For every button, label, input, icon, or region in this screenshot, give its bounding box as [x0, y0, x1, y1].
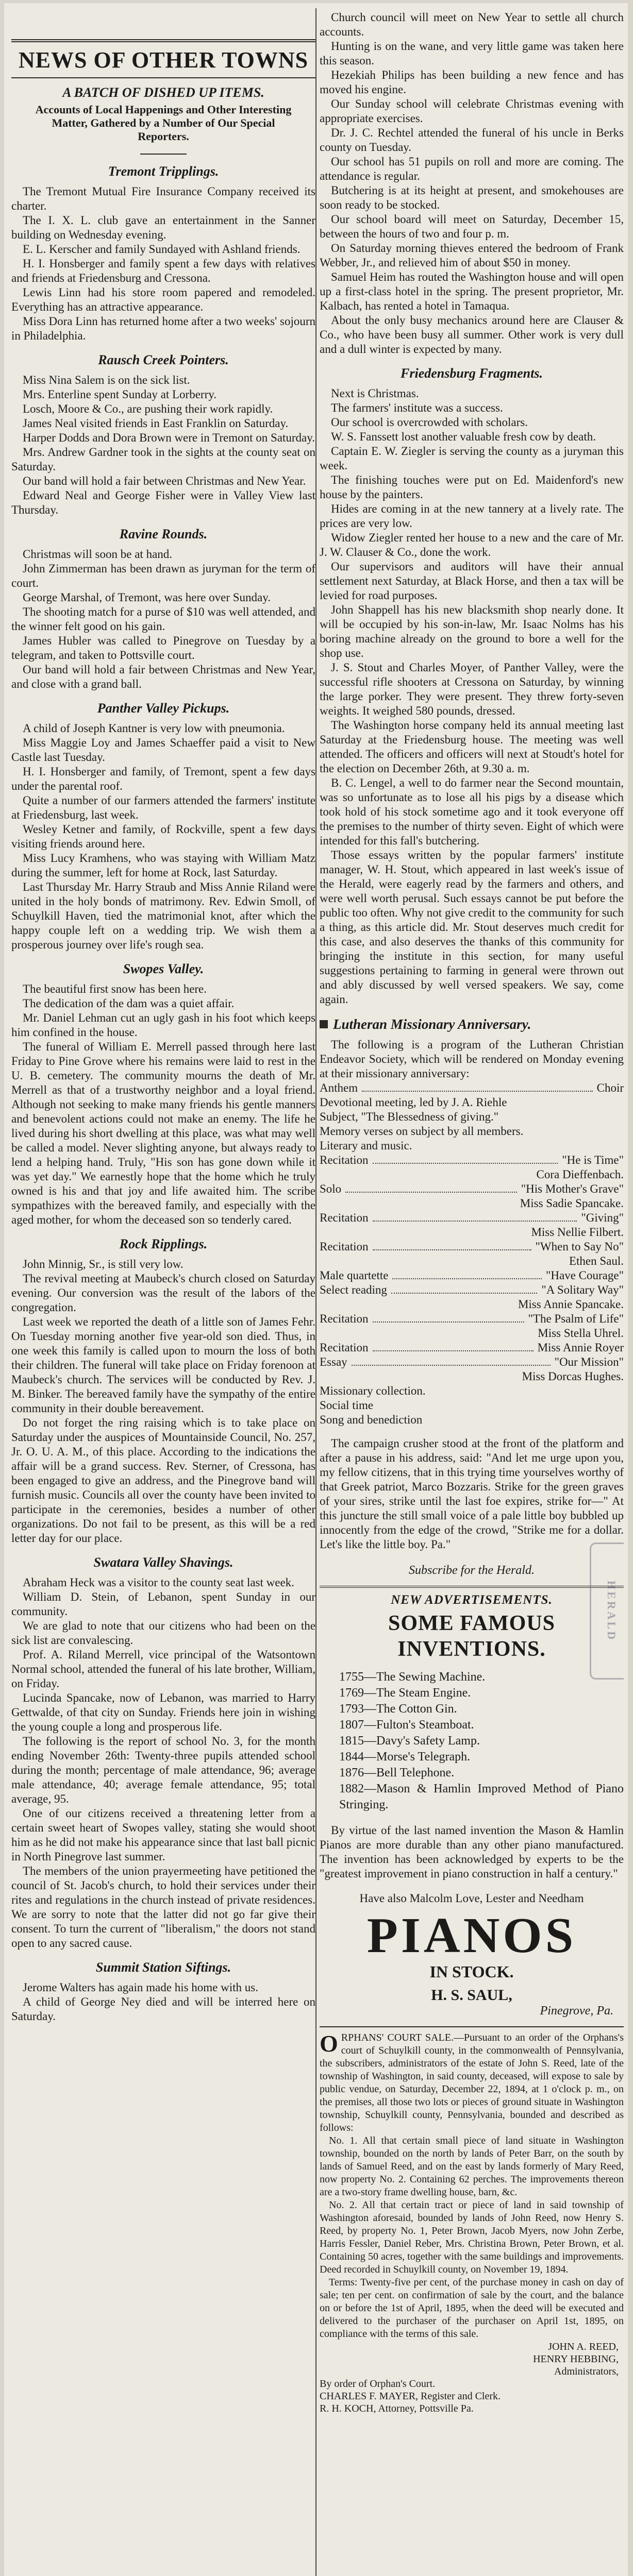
news-item: The I. X. L. club gave an entertainment in the Sanner building on Wednesday evening.	[11, 214, 315, 241]
program-item-performer: Miss Nellie Filbert.	[531, 1226, 624, 1239]
program-item-performer: Miss Stella Uhrel.	[538, 1327, 624, 1340]
news-item: J. S. Stout and Charles Moyer, of Panther Valley, were the successful rifle shooters at Cressona on Saturday, by winning the large porker. They were present. They threw forty-seven weights. It weighed 580 pounds, dressed.	[320, 661, 624, 717]
news-item: The members of the union prayermeeting have petitioned the council of St. Jacob's church, to hold their services under their rites and regulations in the church instead of private residences. We are sorry to note that the latter did not go far give their consent. To turn the current of "liberalism," the doors not stand open to any sacred cause.	[11, 1865, 315, 1950]
invention-item: 1793—The Cotton Gin.	[339, 1702, 457, 1716]
news-item: Our school is overcrowded with scholars.	[331, 416, 528, 429]
program-item-label: Social time	[320, 1399, 374, 1412]
news-item: Dr. J. C. Rechtel attended the funeral of his uncle in Berks county on Tuesday.	[320, 126, 624, 154]
program-item-label: Devotional meeting, led by J. A. Riehle	[320, 1096, 507, 1109]
news-item: John Shappell has his new blacksmith shop nearly done. It will be occupied by his son-in-law, Mr. Isaac Nolms has his boring machine already on the ground to bore a well for the shop use.	[320, 603, 624, 659]
program-row	[320, 1153, 624, 1167]
news-item: Wesley Ketner and family, of Rockville, spent a few days visiting friends around here.	[11, 823, 315, 850]
invention-item: 1807—Fulton's Steamboat.	[339, 1718, 474, 1732]
program-item-performer: "His Mother's Grave"	[521, 1182, 624, 1195]
ad-in-stock: IN STOCK.	[429, 1962, 514, 1981]
program-item-performer: "A Solitary Way"	[541, 1283, 624, 1296]
signers-title: Administrators,	[554, 2366, 619, 2377]
news-item: Mr. Daniel Lehman cut an ugly gash in his foot which keeps him confined in the house.	[11, 1011, 315, 1039]
program-intro: The following is a program of the Lutheran Christian Endeavor Society, which will be rendered on Monday evening at their missionary anniversary:	[320, 1038, 624, 1080]
signer: JOHN A. REED,	[548, 2341, 619, 2352]
program-item-label: Essay	[320, 1355, 347, 1368]
news-item: Mrs. Enterline spent Sunday at Lorberry.	[23, 388, 216, 401]
news-item: Next is Christmas.	[331, 387, 419, 400]
news-item: H. I. Honsberger and family spent a few days with relatives and friends at Friedensburg and Cressona.	[11, 257, 315, 284]
ad-pianos-title: PIANOS	[367, 1908, 577, 1963]
news-item: The dedication of the dam was a quiet affair.	[23, 997, 235, 1010]
dot-leader	[352, 1351, 551, 1366]
left-column	[11, 3, 315, 2576]
ad-carry-line: Have also Malcolm Love, Lester and Needham	[359, 1892, 584, 1905]
invention-item: 1755—The Sewing Machine.	[339, 1670, 486, 1684]
news-item: Hezekiah Philips has been building a new fence and has moved his engine.	[320, 69, 624, 96]
advertisement	[320, 1586, 624, 2018]
news-item: William D. Stein, of Lebanon, spent Sunday in our community.	[11, 1590, 315, 1618]
news-item: W. S. Fanssett lost another valuable fresh cow by death.	[331, 430, 596, 443]
newspaper-page	[4, 3, 628, 2576]
news-item: Miss Dora Linn has returned home after a two weeks' sojourn in Philadelphia.	[11, 315, 315, 342]
program-item-label	[320, 1369, 518, 1384]
ad-headline: SOME FAMOUS INVENTIONS.	[388, 1612, 556, 1661]
section-ravine	[11, 527, 315, 691]
news-item: Harper Dodds and Dora Brown were in Tremont on Saturday.	[23, 431, 315, 444]
news-item: A child of Joseph Kantner is very low with pneumonia.	[23, 722, 285, 735]
news-item: Quite a number of our farmers attended the farmers' institute at Friedensburg, last week.	[11, 794, 315, 821]
news-item: Lucinda Spancake, now of Lebanon, was married to Harry Gettwalde, of that city on Sunday. Friends here join in wishing the young couple a long and prosperous life.	[11, 1691, 315, 1733]
news-item: John Minnig, Sr., is still very low.	[23, 1258, 184, 1270]
section-rock	[11, 1236, 315, 1546]
news-item: Losch, Moore & Co., are pushing their work rapidly.	[23, 402, 273, 415]
news-item: Christmas will soon be at hand.	[23, 548, 173, 561]
program-item-label: Recitation	[320, 1341, 369, 1354]
invention-item: 1769—The Steam Engine.	[339, 1686, 471, 1700]
program-row	[320, 1081, 624, 1095]
news-item: Abraham Heck was a visitor to the county seat last week.	[23, 1576, 294, 1589]
news-item: Last week we reported the death of a little son of James Fehr. On Tuesday morning another five year-old son died. Thus, in one week this family is called upon to mourn the loss of both their children. The funeral will take place on Friday forenoon at Maubeck's church. The services will be conducted by Rev. J. M. Binker. The bereaved family have the sympathy of the entire community in their double bereavement.	[11, 1315, 315, 1415]
news-item: Edward Neal and George Fisher were in Valley View last Thursday.	[11, 489, 315, 516]
deck-subheadline: Accounts of Local Happenings and Other Interesting Matter, Gathered by a Number of Our Special Reporters.	[35, 103, 292, 143]
invention-item: 1844—Morse's Telegraph.	[339, 1750, 471, 1764]
ad-body: By virtue of the last named invention the Mason & Hamlin Pianos are more durable than any other piano manufactured. The invention has been acknowledged by experts to be the "greatest improvement in piano construction in half a century."	[320, 1824, 624, 1880]
section-heading: Rausch Creek Pointers.	[98, 352, 229, 367]
program-row	[320, 1413, 624, 1427]
news-item: James Hubler was called to Pinegrove on Tuesday by a telegram, and taken to Pottsville court.	[11, 634, 315, 662]
news-item: Our supervisors and auditors will have their annual settlement next Saturday, at Black Horse, and then a tax will be levied for road purposes.	[320, 560, 624, 602]
news-item: B. C. Lengel, a well to do farmer near the Second mountain, was so unfortunate as to lose all his pigs by a disease which took hold of his stock sometime ago and it took everyone off the premises to the number of thirty seven. Eight of which were intended for this fall's butchering.	[320, 776, 624, 847]
attest-line: By order of Orphan's Court.	[320, 2378, 436, 2389]
section-heading: Rock Ripplings.	[119, 1236, 208, 1251]
dot-leader	[392, 1265, 542, 1279]
news-item: The revival meeting at Maubeck's church closed on Saturday evening. Our conversion was the result of the labors of the congregation.	[11, 1272, 315, 1314]
program-item-performer: Choir	[596, 1081, 624, 1094]
news-item: Samuel Heim has routed the Washington house and will open up a first-class hotel in the spring. The present proprietor, Mr. Kalbach, has rented a hotel in Tamaqua.	[320, 270, 624, 312]
news-item: We are glad to note that our citizens who had been on the sick list are convalescing.	[11, 1619, 315, 1647]
deck-headline: A BATCH OF DISHED UP ITEMS.	[62, 85, 264, 100]
program-item-performer: Miss Dorcas Hughes.	[522, 1370, 624, 1383]
program-row	[320, 1211, 624, 1225]
dot-leader	[391, 1279, 537, 1294]
news-item: Hunting is on the wane, and very little game was taken here this season.	[320, 40, 624, 67]
section-heading: Panther Valley Pickups.	[97, 701, 230, 716]
program-item-performer: "Have Courage"	[546, 1269, 624, 1282]
signer: HENRY HEBBING,	[533, 2353, 619, 2365]
news-item: Our school board will meet on Saturday, December 15, between the hours of two and four p. m.	[320, 213, 624, 240]
dot-leader	[373, 1236, 531, 1250]
legal-paragraph: No. 1. All that certain small piece of land situate in Washington township, bounded on the north by lands of Peter Barr, on the south by lands of Samuel Reed, and on the east by lands formerly of Mary Reed, now property No. 2. Containing 62 perches. The improvements thereon are a two-story frame dwelling house, barn, &c.	[320, 2135, 624, 2198]
news-item: The Tremont Mutual Fire Insurance Company received its charter.	[11, 185, 315, 212]
news-item: About the only busy mechanics around here are Clauser & Co., who have been busy all summer. Other work is very dull and a dull winter is expected by many.	[320, 314, 624, 355]
dot-leader	[345, 1178, 517, 1193]
news-item: The campaign crusher stood at the front of the platform and after a pause in his address, said: "And let me urge upon you, my fellow citizens, that in this trying time yourselves worthy of that Greek patriot, Marco Bozzaris. Strike for the green graves of your sires, strike until the last foe expires, strike for—" At this juncture the still small voice of a pale little boy bubbled up innocently from the edge of the crowd, "Strike me for a dollar. Let's like the little boy. Pa."	[320, 1437, 624, 1551]
news-item: Butchering is at its height at present, and smokehouses are soon ready to be stocked.	[320, 184, 624, 211]
news-item: James Neal visited friends in East Franklin on Saturday.	[23, 417, 289, 430]
page-title: NEWS OF OTHER TOWNS	[18, 47, 309, 73]
dot-leader	[373, 1308, 524, 1323]
ad-merchant: H. S. SAUL,	[431, 1987, 512, 2004]
dot-leader	[373, 1337, 534, 1351]
program-row	[320, 1312, 624, 1326]
divider	[140, 154, 187, 155]
dot-leader	[373, 1207, 577, 1222]
dot-leader	[373, 1149, 558, 1164]
invention-item: 1882—Mason & Hamlin Improved Method of Piano Stringing.	[339, 1782, 624, 1811]
program-item-label: Recitation	[320, 1312, 369, 1325]
program-item-performer: Miss Annie Royer	[537, 1341, 624, 1354]
news-item: Those essays written by the popular farmers' institute manager, W. H. Stout, which appeared in last week's issue of the Herald, were eagerly read by the farmers and others, and were well worth perusal. Such essays cannot be put before the public too often. Why not give credit to the community for such a thing, as this article did. Mr. Stout deserves much credit for this case, and also deserves the thanks of this community for bringing the institute in this section, for many useful suggestions pertaining to farming in general were thrown out and ably discussed by well versed speakers. We say, come again.	[320, 849, 624, 1006]
section-swatara-valley	[11, 1555, 315, 1951]
program-item-performer: Cora Dieffenbach.	[536, 1168, 624, 1181]
section-summit-station	[11, 1960, 315, 2024]
program-item-performer: Ethen Saul.	[569, 1255, 624, 1267]
program-item-label: Select reading	[320, 1283, 387, 1296]
news-item: The farmers' institute was a success.	[331, 401, 503, 414]
program-row	[320, 1283, 624, 1297]
attest-line: R. H. KOCH, Attorney, Pottsville Pa.	[320, 2403, 474, 2414]
invention-list	[320, 1669, 624, 1813]
program-row	[320, 1110, 624, 1124]
legal-paragraph: No. 2. All that certain tract or piece of land in said township of Washington aforesaid, bounded by lands of John Reed, now Henry S. Reed, by property No. 1, Peter Brown, Jacob Myers, now John Zerbe, Harris Fessler, Daniel Reber, Mrs. Christina Brown, Peter Brown, et al. Containing 50 acres, together with the same buildings and improvements. Deed recorded in Schuylkill county, on November 19, 1894.	[320, 2199, 624, 2275]
news-item: E. L. Kerscher and family Sundayed with Ashland friends.	[23, 243, 301, 256]
program-item-performer: "He is Time"	[562, 1154, 624, 1166]
news-item: Miss Maggie Loy and James Schaeffer paid a visit to New Castle last Tuesday.	[11, 736, 315, 764]
news-item: Our band will hold a fair between Christmas and New Year.	[23, 474, 306, 487]
news-item: Miss Nina Salem is on the sick list.	[23, 374, 190, 386]
program-row	[320, 1398, 624, 1413]
news-item: The following is the report of school No. 3, for the month ending November 26th: Twenty-three pupils attended school during the month; percentage of male attendance, 96; average male attendance, 40; average female attendance, 95; total average, 95.	[11, 1735, 315, 1805]
news-item: Lewis Linn had his store room papered and remodeled. Everything has an attractive appearance.	[11, 286, 315, 313]
right-column	[320, 3, 624, 2576]
program-item-performer: "Giving"	[581, 1211, 624, 1224]
program-row	[320, 1355, 624, 1369]
section-friedensburg	[320, 366, 624, 1007]
program-row	[320, 1124, 624, 1139]
news-item: Our band will hold a fair between Christmas and New Year, and close with a grand ball.	[11, 663, 315, 690]
program-item-label: Solo	[320, 1182, 342, 1195]
program-item-label: Recitation	[320, 1154, 369, 1166]
program-list	[320, 1081, 624, 1427]
news-item: Last Thursday Mr. Harry Straub and Miss Annie Riland were united in the holy bonds of matrimony. Rev. Edwin Smoll, of Schuylkill Haven, tied the matrimonial knot, after which the happy couple left on a wedding trip. We wish them a prosperous journey over life's rough sea.	[11, 880, 315, 951]
program-row	[320, 1182, 624, 1196]
news-item: Our Sunday school will celebrate Christmas evening with appropriate exercises.	[320, 97, 624, 125]
news-item: Prof. A. Riland Merrell, vice principal of the Watsontown Normal school, attended the funeral of his late brother, William, on Friday.	[11, 1648, 315, 1690]
program-item-performer: Miss Annie Spancake.	[518, 1298, 624, 1311]
news-item: Jerome Walters has again made his home with us.	[23, 1981, 258, 1994]
drop-cap: O	[320, 2030, 338, 2057]
section-banner	[320, 1017, 624, 1031]
program-item-label: Male quartette	[320, 1269, 389, 1282]
dot-leader	[362, 1077, 593, 1092]
program-item-label: Subject, "The Blessedness of giving."	[320, 1110, 499, 1123]
program-row	[320, 1240, 624, 1254]
program-item-label: Song and benediction	[320, 1413, 423, 1426]
attest-line: CHARLES F. MAYER, Register and Clerk.	[320, 2391, 501, 2402]
news-item: Captain E. W. Ziegler is serving the county as a juryman this week.	[320, 445, 624, 472]
program-item-performer: "When to Say No"	[535, 1240, 624, 1253]
program-row	[320, 1369, 624, 1384]
program-row	[320, 1384, 624, 1398]
bullet-square-icon	[320, 1020, 328, 1028]
section-rausch-creek	[11, 352, 315, 517]
program-item-label: Recitation	[320, 1240, 369, 1253]
legal-paragraph: RPHANS' COURT SALE.—Pursuant to an order of the Orphans's court of Schuylkill county, in the commonwealth of Pennsylvania, the subscribers, administrators of the estate of John S. Reed, late of the township of Washington, in said county, deceased, will expose to sale by public vendue, on Saturday, December 22, 1894, at 1 o'clock p. m., on the premises, all those two lots or pieces of ground situate in Washington township, Schuylkill county, Pennsylvania, bounded and described as follows:	[320, 2032, 624, 2133]
masthead	[11, 39, 315, 78]
subscribe-notice: Subscribe for the Herald.	[409, 1564, 535, 1577]
news-item: Miss Lucy Kramhens, who was staying with William Matz during the summer, left for home at Rock, last Saturday.	[11, 852, 315, 879]
news-item: The Washington horse company held its annual meeting last Saturday at the Friedensburg house. The meeting was well attended. The officers and officers will next at Stoudt's hotel for the election on December 26th, at 9.30 a. m.	[320, 719, 624, 775]
program-item-label: Memory verses on subject by all members.	[320, 1125, 524, 1138]
program-item-performer: Miss Sadie Spancake.	[520, 1197, 624, 1210]
program-item-performer: "Our Mission"	[554, 1355, 624, 1368]
news-item: The funeral of William E. Merrell passed through here last Friday to Pine Grove where his remains were laid to rest in the U. B. cemetery. The community mourns the death of Mr. Merrell as that of a trustworthy neighbor and a loyal friend. Although not seeking to make many friends his gentle manners and benevolent actions could not make an enemy. The life he lived during his short dwelling at this place, was what may well be called a model. Never slighting anyone, but always ready to lend a helping hand. Truly, "His son has gone down while it was yet day." We earnestly hope that the home which he truly owned is his and that joy and life awaited him. The scribe sympathizes with the bereaved family, and especially with the aged mother, for whom the deceased son so tenderly cared.	[11, 1040, 315, 1226]
news-item: The finishing touches were put on Ed. Maidenford's new house by the painters.	[320, 473, 624, 501]
news-item: John Zimmerman has been drawn as juryman for the term of court.	[11, 562, 315, 589]
section-heading: Tremont Tripplings.	[108, 164, 219, 179]
news-item: Church council will meet on New Year to settle all church accounts.	[320, 11, 624, 38]
legal-notice	[320, 2026, 624, 2415]
news-item: Widow Ziegler rented her house to a new and the care of Mr. J. W. Clauser & Co., done the work.	[320, 531, 624, 558]
section-tremont	[11, 164, 315, 343]
section-heading: Friedensburg Fragments.	[401, 366, 543, 381]
section-heading: Swatara Valley Shavings.	[93, 1555, 234, 1570]
news-item: A child of George Ney died and will be interred here on Saturday.	[11, 1995, 315, 2023]
news-item: Our school has 51 pupils on roll and more are coming. The attendance is regular.	[320, 155, 624, 182]
section-heading: Ravine Rounds.	[119, 527, 208, 541]
section-swopes-valley	[11, 961, 315, 1227]
herald-stamp: HERALD	[590, 1543, 624, 1680]
program-item-label: Anthem	[320, 1081, 358, 1094]
program-item-label: Recitation	[320, 1211, 369, 1224]
section-heading: Summit Station Siftings.	[95, 1960, 231, 1975]
news-item: The shooting match for a purse of $10 was well attended, and the winner felt good on his gain.	[11, 605, 315, 633]
news-item: H. I. Honsberger and family, of Tremont, spent a few days under the parental roof.	[11, 765, 315, 792]
news-item: Mrs. Andrew Gardner took in the sights at the county seat on Saturday.	[11, 446, 315, 473]
news-item: On Saturday morning thieves entered the bedroom of Frank Webber, Jr., and relieved him of about $50 in money.	[320, 242, 624, 269]
invention-item: 1815—Davy's Safety Lamp.	[339, 1734, 480, 1748]
section-panther-valley	[11, 701, 315, 952]
ad-town: Pinegrove, Pa.	[540, 2004, 613, 2018]
program-row	[320, 1095, 624, 1110]
ad-section-label: NEW ADVERTISEMENTS.	[391, 1593, 553, 1607]
legal-paragraph: Terms: Twenty-five per cent, of the purchase money in cash on day of sale; ten per cent. on confirmation of sale by the court, and the balance on or before the 1st of April, 1895, when the deed will be executed and delivered to the purchaser of the purchaser on April 1st, 1895, on compliance with the terms of this sale.	[320, 2277, 624, 2340]
news-item: One of our citizens received a threatening letter from a certain sweet heart of Swopes valley, stating she would shoot him as he did not make his appearance since that last ball picnic in North Pinegrove last summer.	[11, 1807, 315, 1863]
column-rule	[315, 8, 316, 2576]
program-item-performer: "The Psalm of Life"	[528, 1312, 624, 1325]
news-item: George Marshal, of Tremont, was here over Sunday.	[23, 591, 271, 604]
news-item: Hides are coming in at the new tannery at a lively rate. The prices are very low.	[320, 502, 624, 530]
invention-item: 1876—Bell Telephone.	[339, 1766, 455, 1780]
news-item: Do not forget the ring raising which is to take place on Saturday under the auspices of Mountainside Council, No. 257, Jr. O. U. A. M., of this place. According to the indications the affair will be a grand success. Rev. Sterner, of Cressona, has been engaged to give an address, and the Pinegrove band will furnish music. Councils all over the county have been invited to participate in the ceremonies, besides a number of other organizations. Do not fail to be present, as this will be a red letter day for our place.	[11, 1416, 315, 1545]
program-item-label: Literary and music.	[320, 1139, 412, 1152]
program-item-label: Missionary collection.	[320, 1384, 426, 1397]
section-heading: Swopes Valley.	[123, 961, 204, 976]
news-item: The beautiful first snow has been here.	[23, 982, 207, 995]
section-heading: Lutheran Missionary Anniversary.	[333, 1016, 531, 1032]
